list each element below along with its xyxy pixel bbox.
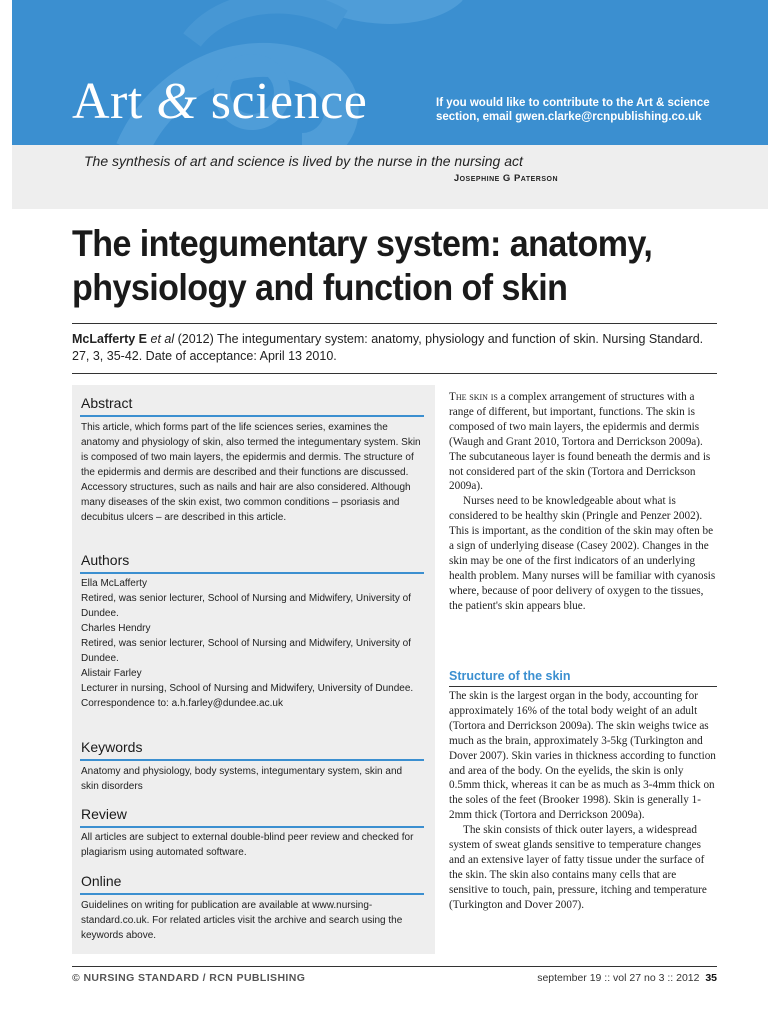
issue-info: september 19 :: vol 27 no 3 :: 2012 [537,972,700,984]
authors-divider [80,572,424,574]
review-divider [80,826,424,828]
section-title [72,72,367,131]
abstract-text: This article, which forms part of the life sciences series, examines the anatomy and physiology of skin, also termed the integumentary system. Skin is composed of two main layers, the epidermis and dermis. The structure of the epidermis and dermis are described and their functions are discussed. Accessory structures, such as nails and hair are also considered. Although many diseases of the skin exist, two common conditions – psoriasis and decubitus ulcers – are described in this article. [81,422,421,523]
quote-author: Josephine G Paterson [453,173,558,184]
citation-etal: et al [150,332,175,346]
citation-author: McLafferty E [72,332,151,346]
citation-text: (2012) The integumentary system: anatomy, physiology and function of skin. Nursing Standard. 27, 3, 35-42. Date of acceptance: April 13 2010. [72,332,704,363]
info-sidebar [72,385,435,954]
author-role: Retired, was senior lecturer, School of Nursing and Midwifery, University of Dundee. [81,638,411,664]
author-name: Charles Hendry [81,623,151,634]
author-list [81,576,421,711]
body-paragraph: The skin consists of thick outer layers, a widespread system of sweat glands sensitive to temperature changes and an extensive layer of fatty tissue under the surface of the skin. The skin also contains many cells that are sensitive to touch, pain, pressure, itching and temperature (Turkington and Dover 2007). [449,824,707,911]
author-name: Ella McLafferty [81,578,147,589]
online-heading: Online [81,873,122,889]
keywords-text: Anatomy and physiology, body systems, integumentary system, skin and skin disorders [81,766,403,792]
abstract-divider [80,415,424,417]
body-paragraph: Nurses need to be knowledgeable about what is considered to be healthy skin (Pringle and Penzer 2002). This is important, as the condition of the skin may often be a sign of underlying disease (Casey 2002). Changes in the skin may be one of the first indicators of an underlying health problem. Many nurses will be familiar with cyanosis where, because of poor delivery of oxygen to the tissues, the patient's skin appears blue. [449,495,716,612]
body-intro [449,390,717,614]
keywords-divider [80,759,424,761]
article-citation [72,331,712,365]
section-rule [449,686,717,687]
footer-issue [480,972,717,984]
author-role: Retired, was senior lecturer, School of Nursing and Midwifery, University of Dundee. [81,593,411,619]
body-paragraph [449,390,717,494]
citation-rule [72,373,717,374]
keywords-heading: Keywords [81,739,143,755]
online-text: Guidelines on writing for publication are available at www.nursing-standard.co.uk. For related articles visit the archive and search using the keywords above. [81,900,403,941]
body-paragraph-rest: a complex arrangement of structures with a range of different, but important, functions. The skin is composed of two main layers, the epidermis and dermis (Waugh and Grant 2010, Tortora and Derrickson 2009a). The subcutaneous layer is found beneath the dermis and is not considered part of the skin (Tortora and Derrickson 2009a). [449,391,711,493]
correspondence: Correspondence to: a.h.farley@dundee.ac.uk [81,698,283,709]
author-role: Lecturer in nursing, School of Nursing and Midwifery, University of Dundee. [81,683,414,694]
body-structure [449,689,717,913]
online-divider [80,893,424,895]
section-title-ampersand: & [156,73,198,130]
review-heading: Review [81,806,127,822]
section-banner [12,0,768,145]
abstract-heading: Abstract [81,395,133,411]
author-name: Alistair Farley [81,668,142,679]
body-paragraph: The skin is the largest organ in the body, accounting for approximately 16% of the total body weight of an adult (Tortora and Derrickson 2009a). The skin weighs twice as much as the brain, approximately 3-5kg (Turkington and Dover 2007). Skin varies in thickness according to function and area of the body. On the eyelids, the skin is only 0.5mm thick, whereas it can be as much as 3-4mm thick on the soles of the feet (Brooker 1998). Skin is generally 1-2mm thick (Tortora and Derrickson 2009a). [449,690,716,822]
quote-band [12,145,768,209]
quote-text: The synthesis of art and science is lived by the nurse in the nursing act [84,153,523,169]
authors-heading: Authors [81,552,130,568]
page-number: 35 [705,972,717,984]
article-title: The integumentary system: anatomy, physiology and function of skin [72,223,653,308]
body-lead: The skin is [449,391,498,403]
footer-rule [72,966,717,967]
review-text: All articles are subject to external double-blind peer review and checked for plagiarism using automated software. [81,832,414,858]
footer-publisher: © NURSING STANDARD / RCN PUBLISHING [72,972,306,984]
title-rule [72,323,717,324]
section-title-art: Art [72,73,157,130]
contribute-note: If you would like to contribute to the Art & science section, email gwen.clarke@rcnpublishing.co.uk [436,97,710,123]
section-heading: Structure of the skin [449,669,571,683]
section-title-science: science [197,73,368,130]
